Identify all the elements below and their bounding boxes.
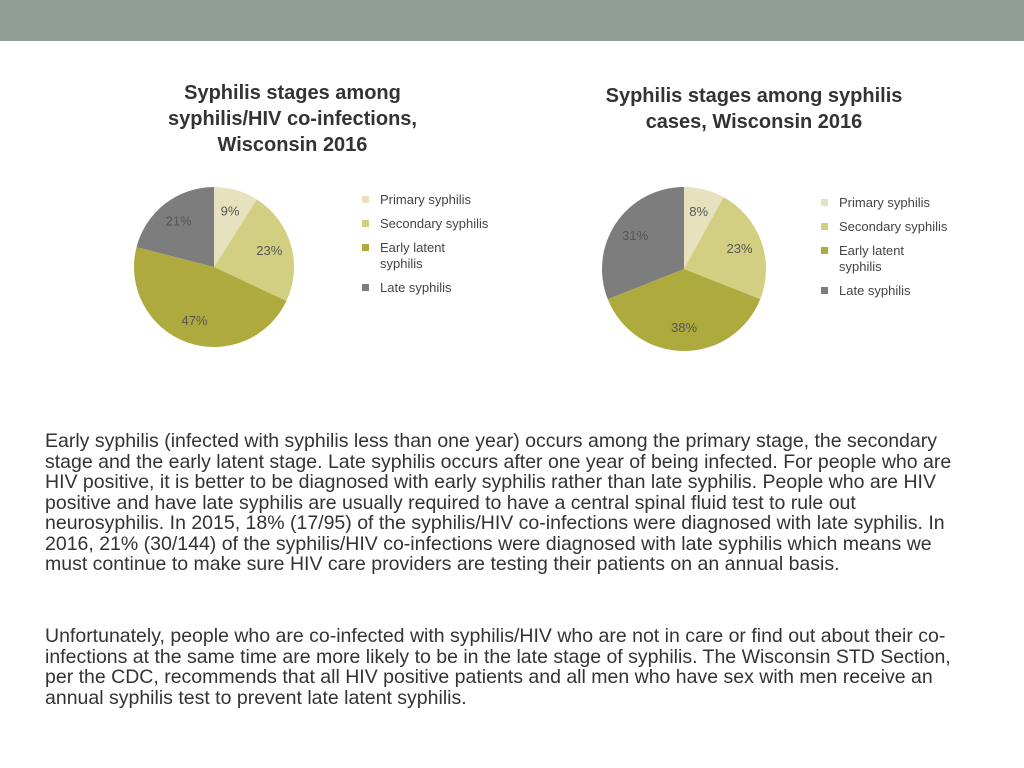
pie-label-late: 21% bbox=[165, 213, 192, 229]
legend-item-late: Late syphilis bbox=[362, 280, 490, 296]
legend-item-early-latent: Early latent syphilis bbox=[821, 243, 949, 275]
legend-swatch bbox=[821, 287, 828, 294]
legend-item-early-latent: Early latent syphilis bbox=[362, 240, 490, 272]
pie-label-early-latent: 47% bbox=[181, 313, 208, 329]
legend-item-secondary: Secondary syphilis bbox=[362, 216, 490, 232]
pie-chart-coinfections bbox=[134, 187, 294, 347]
chart-title-coinfections: Syphilis stages among syphilis/HIV co-infections, Wisconsin 2016 bbox=[168, 82, 417, 156]
legend-item-primary: Primary syphilis bbox=[362, 192, 490, 208]
body-paragraph-early-syphilis: Early syphilis (infected with syphilis less than one year) occurs among the primary stage, the secondary stage and the early latent stage. Late syphilis occurs after one year of being infected. For people who are HIV positive, it is better to be diagnosed with early syphilis rather than late syphilis. People who are HIV positive and have late syphilis are usually required to have a central spinal fluid test to rule out neurosyphilis. In 2015, 18% (17/95) of the syphilis/HIV co-infections were diagnosed with late syphilis. In 2016, 21% (30/144) of the syphilis/HIV co-infections were diagnosed with late syphilis which means we must continue to make sure HIV care providers are testing their patients on an annual basis. bbox=[45, 430, 952, 575]
pie-label-late: 31% bbox=[622, 227, 649, 243]
pie-label-primary: 9% bbox=[220, 203, 240, 219]
pie-label-primary: 8% bbox=[689, 203, 709, 219]
legend-coinfections bbox=[362, 192, 490, 304]
top-bar bbox=[0, 0, 1024, 41]
legend-swatch bbox=[362, 220, 369, 227]
legend-swatch bbox=[362, 196, 369, 203]
pie-label-secondary: 23% bbox=[726, 241, 753, 257]
chart-title-all-cases: Syphilis stages among syphilis cases, Wisconsin 2016 bbox=[605, 85, 903, 133]
legend-swatch bbox=[821, 199, 828, 206]
pie-label-early-latent: 38% bbox=[670, 320, 698, 336]
legend-swatch bbox=[821, 223, 828, 230]
legend-swatch bbox=[821, 247, 828, 254]
legend-item-late: Late syphilis bbox=[821, 283, 949, 299]
legend-swatch bbox=[362, 284, 369, 291]
legend-item-secondary: Secondary syphilis bbox=[821, 219, 949, 235]
pie-chart-all-cases bbox=[602, 187, 766, 351]
legend-all-cases bbox=[821, 195, 949, 307]
legend-item-primary: Primary syphilis bbox=[821, 195, 949, 211]
pie-label-secondary: 23% bbox=[256, 242, 283, 258]
body-paragraph-recommendation: Unfortunately, people who are co-infected with syphilis/HIV who are not in care or find out about their co-infections at the same time are more likely to be in the late stage of syphilis. The Wisconsin STD Section, per the CDC, recommends that all HIV positive patients and all men who have sex with men receive an annual syphilis test to prevent late latent syphilis. bbox=[45, 625, 951, 709]
legend-swatch bbox=[362, 244, 369, 251]
